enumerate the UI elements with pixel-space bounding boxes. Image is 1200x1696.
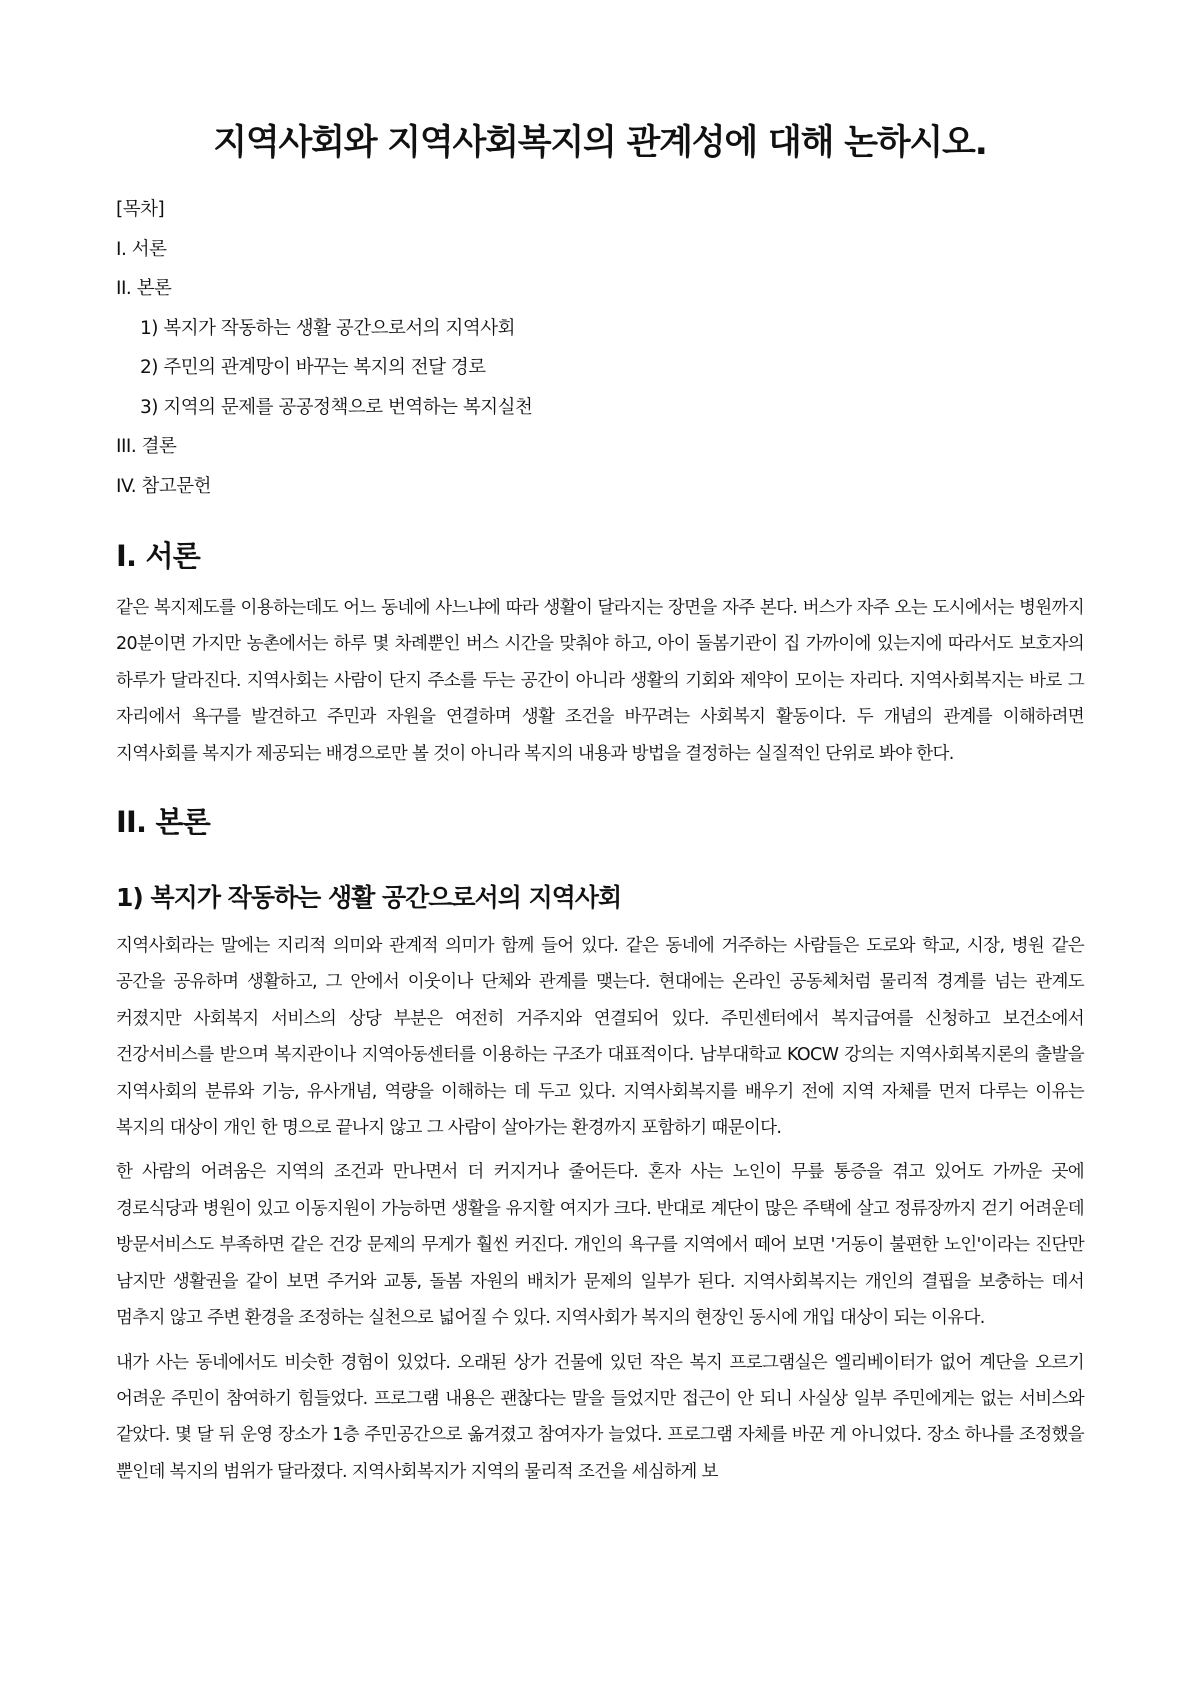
section-heading-introduction: I. 서론 [116,539,200,573]
document-title: 지역사회와 지역사회복지의 관계성에 대해 논하시오. [213,123,987,163]
body-paragraph: 한 사람의 어려움은 지역의 조건과 만나면서 더 커지거나 줄어든다. 혼자 사는 노인이 무릎 통증을 겪고 있어도 가까운 곳에 경로식당과 병원이 있고 이동지원이 가능하면 생활을 유지할 여지가 크다. 반대로 계단이 많은 주택에 살고 정류장까지 걷기 어려운데 방문서비스도 부족하면 같은 건강 문제의 무게가 훨씬 커진다. 개인의 욕구를 지역에서 떼어 보면 '거동이 불편한 노인'이라는 진단만 남지만 생활권을 같이 보면 주거와 교통, 돌봄 자원의 배치가 문제의 일부가 된다. 지역사회복지는 개인의 결핍을 보충하는 데서 멈추지 않고 주변 환경을 조정하는 실천으로 넓어질 수 있다. 지역사회가 복지의 현장인 동시에 개입 대상이 되는 이유다. [116,1162,1084,1329]
section-heading-body: II. 본론 [116,805,210,840]
body-paragraph: 내가 사는 동네에서도 비슷한 경험이 있었다. 오래된 상가 건물에 있던 작은 복지 프로그램실은 엘리베이터가 없어 계단을 오르기 어려운 주민이 참여하기 힘들었다. 프로그램 내용은 괜찮다는 말을 들었지만 접근이 안 되니 사실상 일부 주민에게는 없는 서비스와 같았다. 몇 달 뒤 운영 장소가 1층 주민공간으로 옮겨졌고 참여자가 늘었다. 프로그램 자체를 바꾼 게 아니었다. 장소 하나를 조정했을 뿐인데 복지의 범위가 달라졌다. 지역사회복지가 지역의 물리적 조건을 세심하게 보 [116,1352,1084,1482]
table-of-contents [116,190,1084,506]
body-paragraph: 지역사회라는 말에는 지리적 의미와 관계적 의미가 함께 들어 있다. 같은 동네에 거주하는 사람들은 도로와 학교, 시장, 병원 같은 공간을 공유하며 생활하고, 그 안에서 이웃이나 단체와 관계를 맺는다. 현대에는 온라인 공동체처럼 물리적 경계를 넘는 관계도 커졌지만 사회복지 서비스의 상당 부분은 여전히 거주지와 연결되어 있다. 주민센터에서 복지급여를 신청하고 보건소에서 건강서비스를 받으며 복지관이나 지역아동센터를 이용하는 구조가 대표적이다. 남부대학교 KOCW 강의는 지역사회복지론의 출발을 지역사회의 분류와 기능, 유사개념, 역량을 이해하는 데 두고 있다. 지역사회복지를 배우기 전에 지역 자체를 먼저 다루는 이유는 복지의 대상이 개인 한 명으로 끝나지 않고 그 사람이 살아가는 환경까지 포함하기 때문이다. [116,936,1084,1139]
toc-subitem: 3) 지역의 문제를 공공정책으로 번역하는 복지실천 [140,396,533,418]
subsection-heading-1: 1) 복지가 작동하는 생활 공간으로서의 지역사회 [116,883,622,913]
toc-item: III. 결론 [116,436,177,457]
toc-label: [목차] [116,199,165,220]
toc-subitem: 1) 복지가 작동하는 생활 공간으로서의 지역사회 [140,317,515,339]
introduction-paragraph: 같은 복지제도를 이용하는데도 어느 동네에 사느냐에 따라 생활이 달라지는 장면을 자주 본다. 버스가 자주 오는 도시에서는 병원까지 20분이면 가지만 농촌에서는 하루 몇 차례뿐인 버스 시간을 맞춰야 하고, 아이 돌봄기관이 집 가까이에 있는지에 따라서도 보호자의 하루가 달라진다. 지역사회는 사람이 단지 주소를 두는 공간이 아니라 생활의 기회와 제약이 모이는 자리다. 지역사회복지는 바로 그 자리에서 욕구를 발견하고 주민과 자원을 연결하며 생활 조건을 바꾸려는 사회복지 활동이다. 두 개념의 관계를 이해하려면 지역사회를 복지가 제공되는 배경으로만 볼 것이 아니라 복지의 내용과 방법을 결정하는 실질적인 단위로 봐야 한다. [116,598,1084,764]
toc-item: IV. 참고문헌 [116,475,211,497]
toc-item: II. 본론 [116,278,172,299]
toc-item: I. 서론 [116,238,167,260]
toc-subitem: 2) 주민의 관계망이 바꾸는 복지의 전달 경로 [140,357,486,378]
